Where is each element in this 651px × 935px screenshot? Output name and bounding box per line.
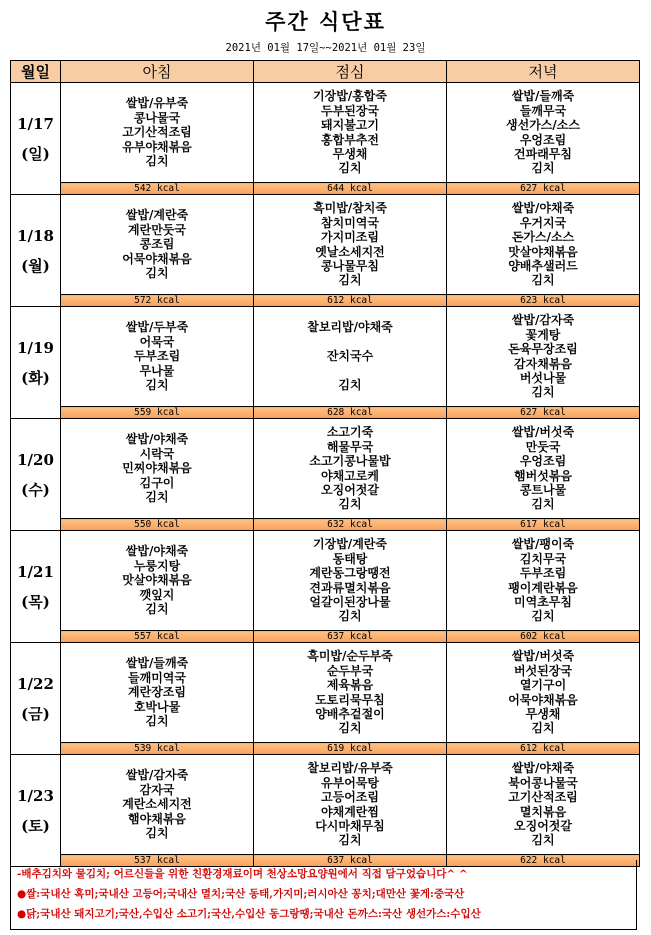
breakfast-menu-cell (61, 307, 254, 407)
menu-item: 유부어묵탕 (321, 775, 379, 790)
breakfast-menu-cell (61, 755, 254, 855)
menu-item: 김치 (338, 609, 362, 624)
menu-item (254, 335, 446, 349)
menu-item: 쌀밥/들깨죽 (125, 656, 189, 671)
menu-item: 팽이계란볶음 (508, 580, 578, 595)
menu-item: 김치 (531, 497, 555, 512)
menu-item: 김치 (145, 154, 169, 169)
menu-item: 무나물 (139, 363, 175, 378)
menu-item: 생선가스/소스 (506, 118, 580, 133)
day-row (11, 83, 640, 183)
menu-item: 두부조림 (133, 349, 181, 364)
day-weekday: (목) (21, 592, 50, 611)
menu-item: 쌀밥/버섯죽 (511, 425, 575, 440)
menu-item: 쌀밥/야채죽 (125, 544, 189, 559)
lunch-menu-cell (254, 83, 447, 183)
menu-item: 민찌야채볶음 (122, 461, 192, 476)
menu-item: 고기산적조림 (508, 790, 578, 805)
day-weekday: (일) (21, 144, 50, 163)
note-origin-1: ●쌀:국내산 흑미;국내산 고등어;국내산 멸치;국산 동태,가지미;러시아산 꽁치;대만산 꽃게:중국산 (17, 888, 465, 900)
kcal-row (11, 743, 640, 755)
lunch-menu-cell (254, 307, 447, 407)
menu-item: 미역초무침 (514, 594, 572, 609)
day-row (11, 307, 640, 407)
menu-item: 햄야채볶음 (128, 811, 186, 826)
day-label (11, 83, 61, 195)
menu-item: 옛날소세지전 (315, 244, 385, 259)
breakfast-menu-cell (61, 419, 254, 519)
menu-item: 김치 (145, 378, 169, 393)
menu-item: 계란만둣국 (128, 222, 186, 237)
menu-item: 김치 (145, 490, 169, 505)
menu-item: 김치 (145, 714, 169, 729)
breakfast-kcal: 550 kcal (61, 519, 254, 531)
menu-item: 김치 (531, 721, 555, 736)
day-label (11, 755, 61, 867)
day-row (11, 643, 640, 743)
menu-item: 김치 (338, 273, 362, 288)
menu-item: 버섯된장국 (514, 663, 572, 678)
menu-item: 기장밥/홍합죽 (313, 89, 387, 104)
menu-item: 야채계란찜 (321, 804, 379, 819)
day-date: 1/21 (17, 562, 54, 581)
menu-item: 두부된장국 (321, 103, 379, 118)
menu-item: 멸치볶음 (519, 804, 567, 819)
dinner-kcal: 623 kcal (447, 295, 640, 307)
menu-item: 우엉조림 (519, 132, 567, 147)
menu-item: 김치 (145, 826, 169, 841)
day-row (11, 531, 640, 631)
menu-item: 콩조림 (139, 237, 175, 252)
menu-item: 잔치국수 (326, 349, 374, 364)
day-date: 1/22 (17, 674, 54, 693)
menu-item: 감자채볶음 (514, 356, 572, 371)
menu-item: 어묵야채볶음 (122, 251, 192, 266)
header-day: 월일 (11, 61, 61, 83)
day-label (11, 419, 61, 531)
day-row (11, 755, 640, 855)
menu-item: 김치 (531, 609, 555, 624)
menu-item: 들깨무국 (519, 103, 567, 118)
menu-item: 제육볶음 (326, 678, 374, 693)
lunch-kcal: 637 kcal (254, 855, 447, 867)
menu-item: 시락국 (139, 446, 175, 461)
lunch-kcal: 637 kcal (254, 631, 447, 643)
day-row (11, 195, 640, 295)
menu-item: 찰보리밥/야채죽 (307, 320, 393, 335)
note-kimchi: -배추김치와 물김치; 어르신들을 위한 친환경재료이며 천상소망요양원에서 직접 담구었습니다^ ^ (17, 868, 468, 880)
lunch-kcal: 644 kcal (254, 183, 447, 195)
menu-item: 맛살야채볶음 (508, 244, 578, 259)
menu-item: 콩트나물 (519, 482, 567, 497)
menu-item: 김치 (531, 833, 555, 848)
menu-item: 양배추겉절이 (315, 706, 385, 721)
menu-item: 쌀밥/야채죽 (511, 761, 575, 776)
day-date: 1/18 (17, 226, 54, 245)
menu-item: 돈육무장조림 (508, 342, 578, 357)
menu-item: 우거지국 (519, 215, 567, 230)
menu-item: 김구이 (139, 475, 175, 490)
menu-body (11, 83, 640, 867)
menu-item: 고기산적조림 (122, 125, 192, 140)
menu-item: 콩나물무침 (321, 258, 379, 273)
menu-item: 건파래무침 (514, 146, 572, 161)
lunch-menu-cell (254, 755, 447, 855)
dinner-menu-cell (447, 531, 640, 631)
menu-item: 홍합부추전 (321, 132, 379, 147)
day-weekday: (토) (21, 816, 50, 835)
menu-item: 동태탕 (332, 551, 368, 566)
day-label (11, 307, 61, 419)
dinner-kcal: 622 kcal (447, 855, 640, 867)
menu-item: 김치 (338, 378, 362, 393)
lunch-kcal: 632 kcal (254, 519, 447, 531)
weekly-menu-table (10, 60, 640, 867)
breakfast-menu-cell (61, 195, 254, 295)
menu-item: 쌀밥/야채죽 (511, 201, 575, 216)
menu-item: 북어콩나물국 (508, 775, 578, 790)
dinner-kcal: 617 kcal (447, 519, 640, 531)
menu-item: 계란동그랑땡전 (309, 566, 391, 581)
menu-item: 고등어조림 (321, 790, 379, 805)
menu-item: 김치 (145, 602, 169, 617)
lunch-menu-cell (254, 531, 447, 631)
menu-item: 열기구이 (519, 678, 567, 693)
note-origin-2: ●닭;국내산 돼지고기;국산,수입산 소고기;국산,수입산 동그랑땡;국내산 돈까스:국산 생선가스:수입산 (17, 908, 481, 920)
menu-item: 흑미밥/참치죽 (313, 201, 387, 216)
menu-item: 콩나물국 (133, 110, 181, 125)
kcal-row (11, 183, 640, 195)
table-header-row (11, 61, 640, 83)
menu-item: 야채고로케 (321, 468, 379, 483)
menu-item: 맛살야채볶음 (122, 573, 192, 588)
header-dinner: 저녁 (447, 61, 640, 83)
menu-item: 참치미역국 (321, 215, 379, 230)
menu-item: 깻잎지 (139, 587, 175, 602)
menu-item: 버섯나물 (519, 370, 567, 385)
menu-item: 김치 (531, 273, 555, 288)
breakfast-kcal: 537 kcal (61, 855, 254, 867)
menu-item: 쌀밥/두부죽 (125, 320, 189, 335)
header-lunch: 점심 (254, 61, 447, 83)
menu-item: 김치 (531, 161, 555, 176)
dinner-kcal: 602 kcal (447, 631, 640, 643)
dinner-menu-cell (447, 755, 640, 855)
menu-item: 견과류멸치볶음 (309, 580, 391, 595)
menu-item: 무생채 (525, 706, 561, 721)
lunch-menu-cell (254, 419, 447, 519)
date-range: 2021년 01월 17일~~2021년 01월 23일 (225, 42, 426, 54)
breakfast-menu-cell (61, 531, 254, 631)
day-label (11, 531, 61, 643)
notes-box (10, 860, 637, 930)
dinner-menu-cell (447, 83, 640, 183)
menu-item: 꽃게탕 (525, 327, 561, 342)
day-weekday: (월) (21, 256, 50, 275)
menu-item: 흑미밥/순두부죽 (307, 649, 393, 664)
menu-item: 다시마채무침 (315, 818, 385, 833)
menu-item: 김치 (531, 385, 555, 400)
kcal-row (11, 631, 640, 643)
dinner-kcal: 627 kcal (447, 407, 640, 419)
menu-item: 쌀밥/팽이죽 (511, 537, 575, 552)
menu-item: 오징어젓갈 (514, 818, 572, 833)
menu-item: 김치무국 (519, 551, 567, 566)
menu-item: 김치 (338, 161, 362, 176)
menu-item: 무생채 (332, 146, 368, 161)
menu-item: 가지미조림 (321, 230, 379, 245)
menu-item: 도토리묵무침 (315, 692, 385, 707)
menu-item: 어묵야채볶음 (508, 692, 578, 707)
dinner-menu-cell (447, 643, 640, 743)
kcal-row (11, 295, 640, 307)
breakfast-kcal: 542 kcal (61, 183, 254, 195)
menu-item: 햄버섯볶음 (514, 468, 572, 483)
lunch-menu-cell (254, 195, 447, 295)
menu-item: 쌀밥/감자죽 (125, 768, 189, 783)
menu-item: 들깨미역국 (128, 670, 186, 685)
menu-item: 기장밥/계란죽 (313, 537, 387, 552)
day-label (11, 643, 61, 755)
day-row (11, 419, 640, 519)
menu-item: 만둣국 (525, 439, 561, 454)
lunch-kcal: 628 kcal (254, 407, 447, 419)
lunch-kcal: 619 kcal (254, 743, 447, 755)
menu-item: 우엉조림 (519, 454, 567, 469)
menu-item: 찰보리밥/유부죽 (307, 761, 393, 776)
kcal-row (11, 519, 640, 531)
menu-item: 감자국 (139, 782, 175, 797)
menu-item: 돼지불고기 (321, 118, 379, 133)
dinner-menu-cell (447, 419, 640, 519)
day-date: 1/23 (17, 786, 54, 805)
menu-item: 오징어젓갈 (321, 482, 379, 497)
dinner-kcal: 627 kcal (447, 183, 640, 195)
lunch-menu-cell (254, 643, 447, 743)
breakfast-kcal: 572 kcal (61, 295, 254, 307)
page-title: 주간 식단표 (265, 9, 386, 34)
menu-item: 소고기죽 (326, 425, 374, 440)
day-weekday: (화) (21, 368, 50, 387)
menu-item: 쌀밥/계란죽 (125, 208, 189, 223)
dinner-menu-cell (447, 307, 640, 407)
breakfast-menu-cell (61, 643, 254, 743)
breakfast-menu-cell (61, 83, 254, 183)
kcal-row (11, 407, 640, 419)
breakfast-kcal: 557 kcal (61, 631, 254, 643)
menu-item: 계란소세지전 (122, 797, 192, 812)
menu-item (254, 364, 446, 378)
menu-item: 해물무국 (326, 439, 374, 454)
dinner-menu-cell (447, 195, 640, 295)
menu-item: 호박나물 (133, 699, 181, 714)
menu-item: 어묵국 (139, 334, 175, 349)
breakfast-kcal: 539 kcal (61, 743, 254, 755)
menu-item: 양배추샐러드 (508, 258, 578, 273)
menu-item: 김치 (338, 497, 362, 512)
menu-item: 유부야채볶음 (122, 139, 192, 154)
day-weekday: (수) (21, 480, 50, 499)
menu-item: 쌀밥/버섯죽 (511, 649, 575, 664)
menu-item: 돈가스/소스 (511, 230, 575, 245)
day-date: 1/17 (17, 114, 54, 133)
day-weekday: (금) (21, 704, 50, 723)
menu-item: 김치 (338, 721, 362, 736)
day-date: 1/20 (17, 450, 54, 469)
menu-item: 쌀밥/감자죽 (511, 313, 575, 328)
menu-item: 쌀밥/유부죽 (125, 96, 189, 111)
breakfast-kcal: 559 kcal (61, 407, 254, 419)
menu-item: 소고기콩나물밥 (309, 454, 391, 469)
menu-item: 얼갈이된장나물 (309, 594, 391, 609)
menu-item: 누룽지탕 (133, 558, 181, 573)
day-date: 1/19 (17, 338, 54, 357)
day-label (11, 195, 61, 307)
menu-item: 순두부국 (326, 663, 374, 678)
menu-item: 두부조림 (519, 566, 567, 581)
dinner-kcal: 612 kcal (447, 743, 640, 755)
menu-item: 쌀밥/야채죽 (125, 432, 189, 447)
header-breakfast: 아침 (61, 61, 254, 83)
menu-item: 쌀밥/들깨죽 (511, 89, 575, 104)
lunch-kcal: 612 kcal (254, 295, 447, 307)
menu-item: 계란장조림 (128, 685, 186, 700)
menu-item: 김치 (145, 266, 169, 281)
menu-item: 김치 (338, 833, 362, 848)
